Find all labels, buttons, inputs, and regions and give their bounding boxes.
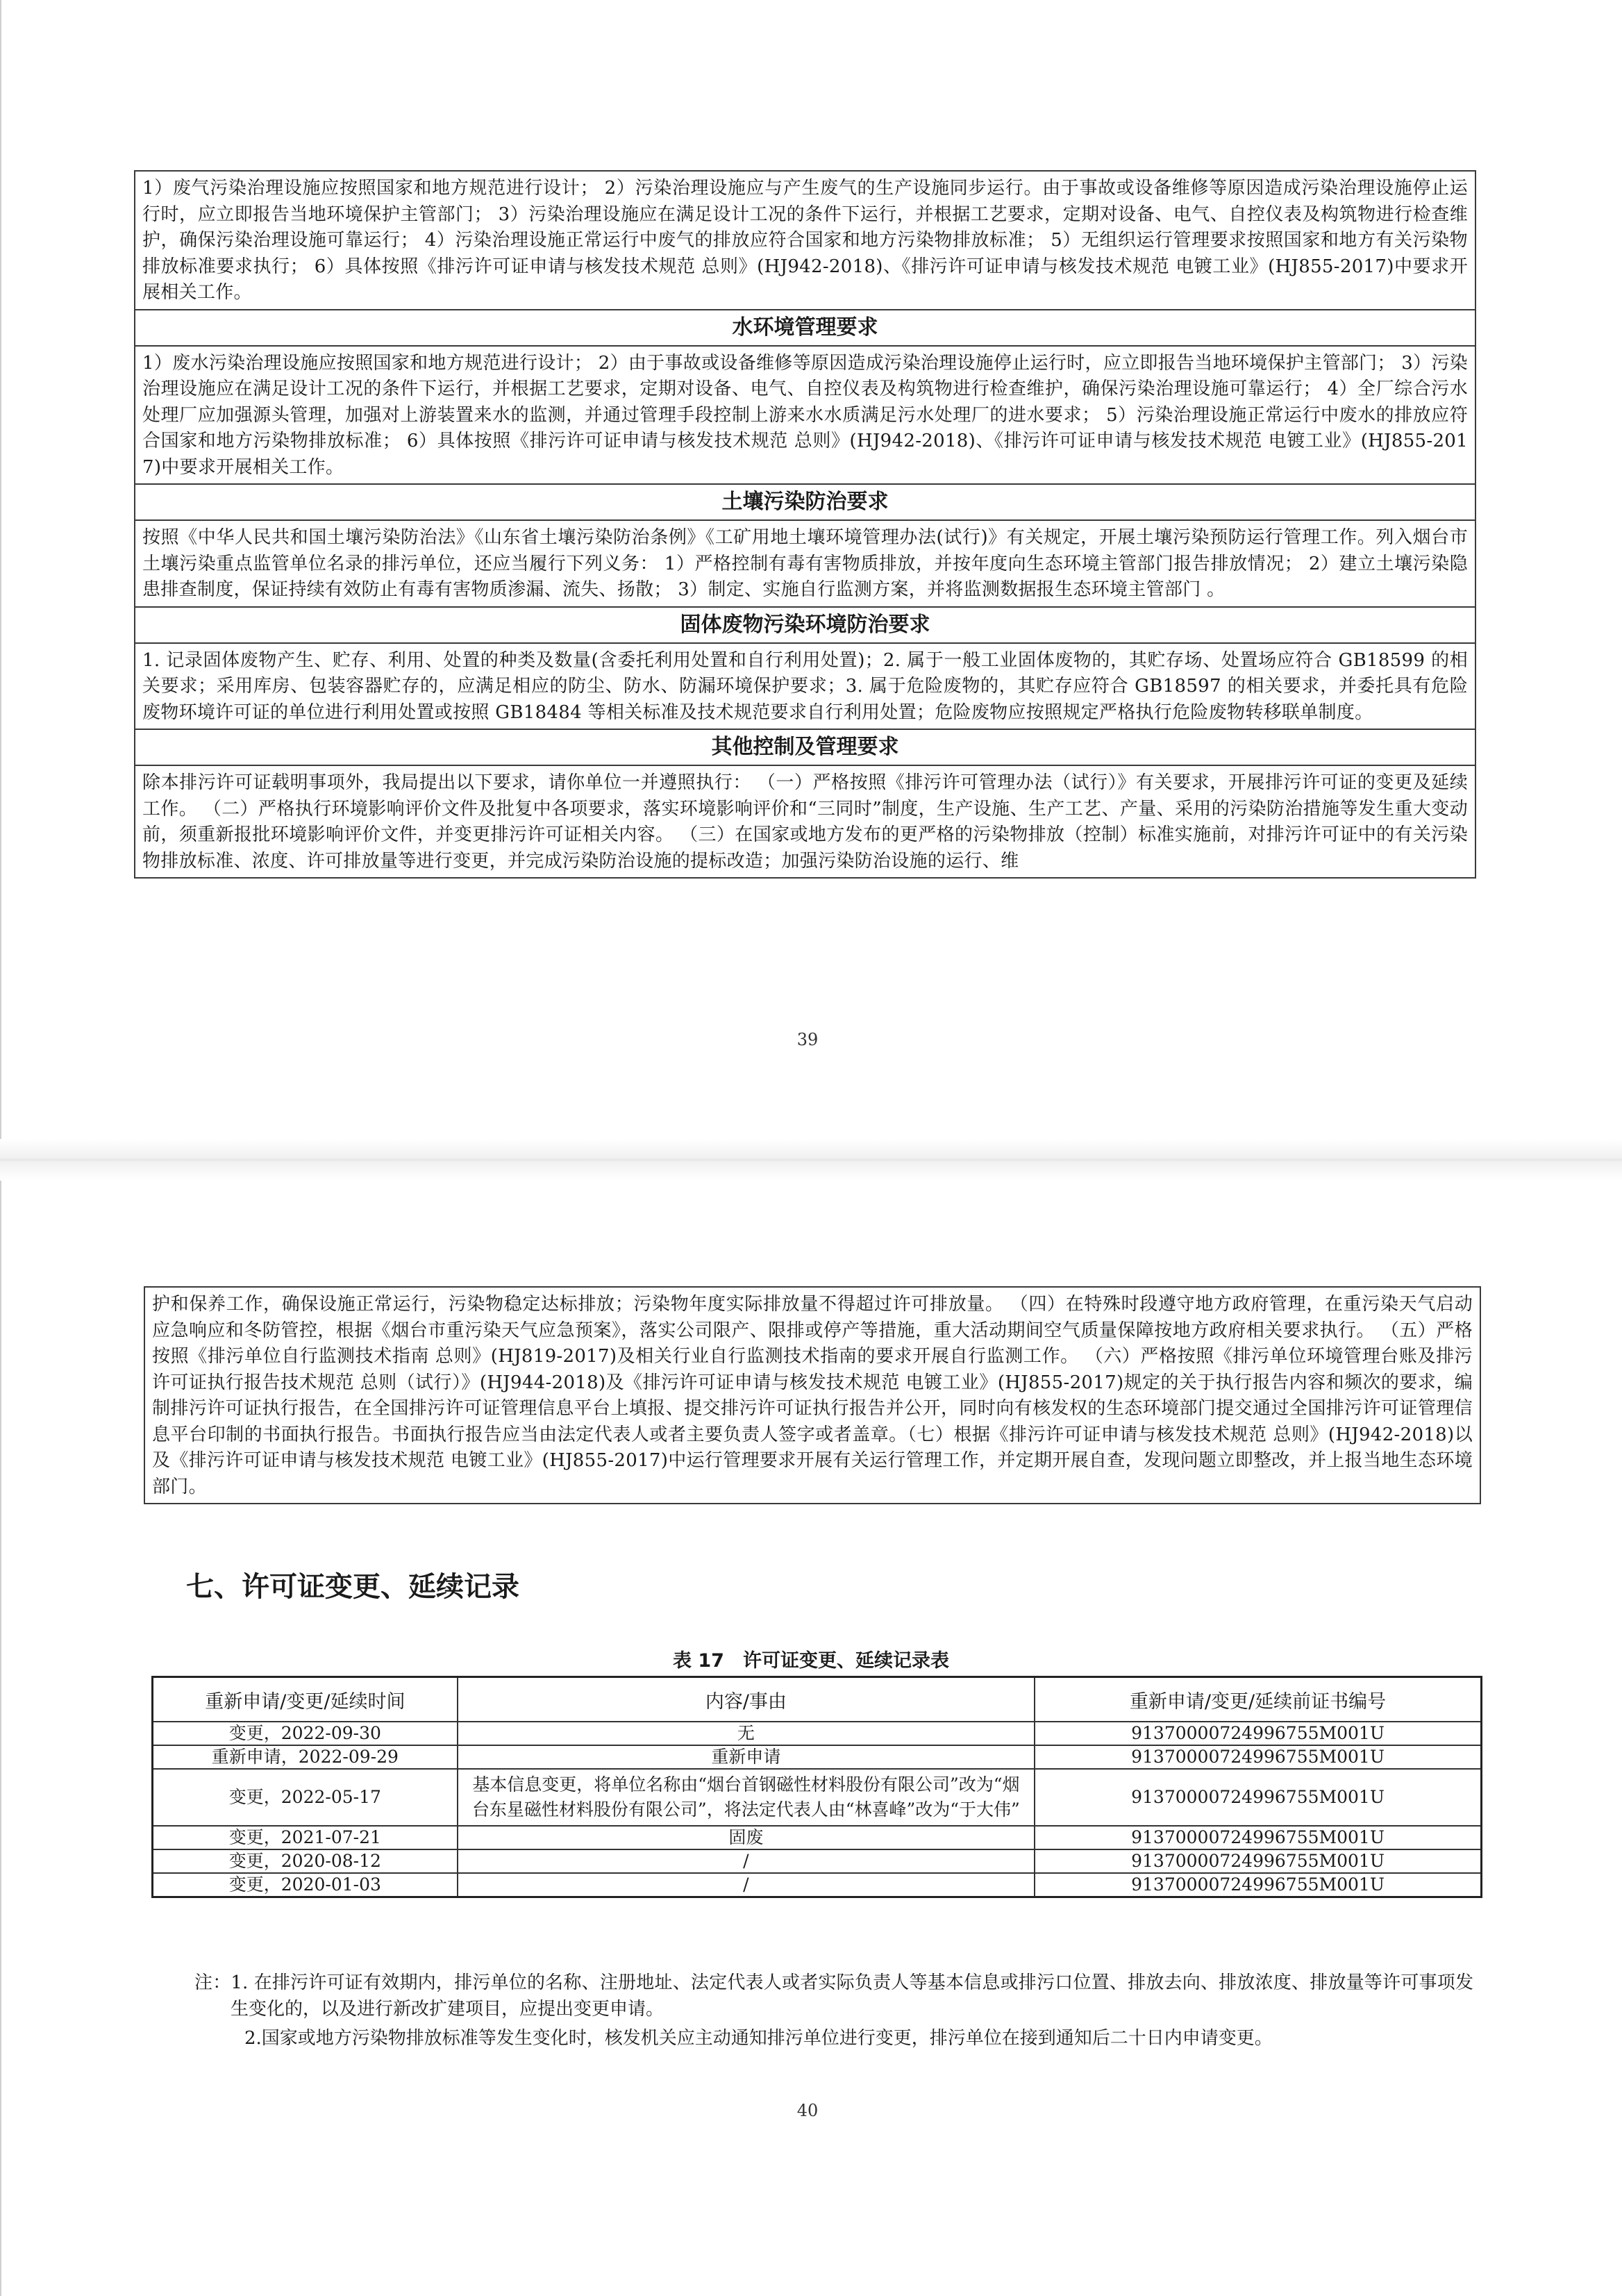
table-row [153,1745,1482,1769]
table-row [153,1826,1482,1849]
cell-cert-number: 91370000724996755M001U [1035,1873,1481,1897]
cell-cert-number: 91370000724996755M001U [1035,1769,1481,1826]
page-number-40: 40 [796,2101,819,2120]
continuation-box [144,1286,1481,1504]
note-1: 注：1. 在排污许可证有效期内，排污单位的名称、注册地址、法定代表人或者实际负责人等基本信息或排污口位置、排放去向、排放浓度、排放量等许可事项发生变化的，以及进行新改扩建项目，应提出变更申请。 [194,1972,1473,2020]
section-title: 七、许可证变更、延续记录 [186,1571,519,1603]
other-control-continuation: 护和保养工作，确保设施正常运行，污染物稳定达标排放；污染物年度实际排放量不得超过许可排放量。 （四）在特殊时段遵守地方政府管理，在重污染天气启动应急响应和冬防管控，根据《烟台市重污染天气应急预案》，落实公司限产、限排或停产等措施，重大活动期间空气质量保障按地方政府相关要求执行。 （五）严格按照《排污单位自行监测技术指南 总则》(HJ819-2017)及相关行业自行监测技术指南的要求开展自行监测工作。 （六）严格按照《排污单位环境管理台账及排污许可证执行报告技术规范 总则（试行）》(HJ944-2018)及《排污许可证申请与核发技术规范 电镀工业》(HJ855-2017)规定的关于执行报告内容和频次的要求，编制排污许可证执行报告，在全国排污许可证管理信息平台上填报、提交排污许可证执行报告并公开，同时向有核发权的生态环境部门提交通过全国排污许可证管理信息平台印制的书面执行报告。书面执行报告应当由法定代表人或者主要负责人签字或者盖章。（七）根据《排污许可证申请与核发技术规范 总则》(HJ942-2018)以及《排污许可证申请与核发技术规范 电镀工业》(HJ855-2017)中运行管理要求开展有关运行管理工作，并定期开展自查，发现问题立即整改，并上报当地生态环境部门。 [152,1294,1473,1497]
cell-cert-number: 91370000724996755M001U [1035,1722,1481,1745]
header-time: 重新申请/变更/延续时间 [153,1677,458,1722]
air-management-text: 1）废气污染治理设施应按照国家和地方规范进行设计； 2）污染治理设施应与产生废气的生产设施同步运行。由于事故或设备维修等原因造成污染治理设施停止运行时，应立即报告当地环境保护主管部门； 3）污染治理设施应在满足设计工况的条件下运行，并根据工艺要求，定期对设备、电气、自控仪表及构筑物进行检查维护，确保污染治理设施可靠运行； 4）污染治理设施正常运行中废气的排放应符合国家和地方污染物排放标准； 5）无组织运行管理要求按照国家和地方有关污染物排放标准要求执行； 6）具体按照《排污许可证申请与核发技术规范 总则》(HJ942-2018)、《排污许可证申请与核发技术规范 电镀工业》(HJ855-2017)中要求开展相关工作。 [142,178,1468,303]
cell-time: 变更，2022-05-17 [153,1769,458,1826]
soil-pollution-text: 按照《中华人民共和国土壤污染防治法》《山东省土壤污染防治条例》《工矿用地土壤环境管理办法(试行)》有关规定，开展土壤污染预防运行管理工作。列入烟台市土壤污染重点监管单位名录的排污单位，还应当履行下列义务： 1）严格控制有毒有害物质排放，并按年度向生态环境主管部门报告排放情况； 2）建立土壤污染隐患排查制度，保证持续有效防止有毒有害物质渗漏、流失、扬散； 3）制定、实施自行监测方案，并将监测数据报生态环境主管部门 。 [142,527,1468,600]
cell-cert-number: 91370000724996755M001U [1035,1745,1481,1769]
other-control-heading: 其他控制及管理要求 [135,729,1475,766]
cell-content: 固废 [458,1826,1035,1849]
note-2: 2.国家或地方污染物排放标准等发生变化时，核发机关应主动通知排污单位进行变更，排污单位在接到通知后二十日内申请变更。 [244,2028,1273,2049]
table-row [153,1769,1482,1826]
cell-content: 基本信息变更，将单位名称由“烟台首钢磁性材料股份有限公司”改为“烟台东星磁性材料股份有限公司”，将法定代表人由“林喜峰”改为“于大伟” [458,1769,1035,1826]
cell-content: / [458,1849,1035,1873]
page-number-39: 39 [796,1030,819,1049]
table-caption: 表 17 许可证变更、延续记录表 [673,1650,949,1672]
table-row [153,1722,1482,1745]
header-content: 内容/事由 [458,1677,1035,1722]
cell-content: 重新申请 [458,1745,1035,1769]
cell-content: / [458,1873,1035,1897]
cell-cert-number: 91370000724996755M001U [1035,1849,1481,1873]
cell-time: 重新申请，2022-09-29 [153,1745,458,1769]
cell-cert-number: 91370000724996755M001U [1035,1826,1481,1849]
table-row [153,1849,1482,1873]
table-header-row [153,1677,1482,1722]
other-control-text: 除本排污许可证载明事项外，我局提出以下要求，请你单位一并遵照执行： （一）严格按照《排污许可管理办法（试行）》有关要求，开展排污许可证的变更及延续工作。 （二）严格执行环境影响评价文件及批复中各项要求，落实环境影响评价和“三同时”制度，生产设施、生产工艺、产量、采用的污染防治措施等发生重大变动前，须重新报批环境影响评价文件，并变更排污许可证相关内容。 （三）在国家或地方发布的更严格的污染物排放（控制）标准实施前，对排污许可证中的有关污染物排放标准、浓度、许可排放量等进行变更，并完成污染防治设施的提标改造；加强污染防治设施的运行、维 [142,772,1468,872]
license-change-table [151,1676,1482,1898]
requirements-box [134,170,1476,879]
soil-pollution-heading: 土壤污染防治要求 [135,483,1475,521]
cell-time: 变更，2022-09-30 [153,1722,458,1745]
table-notes [194,1970,1473,2052]
table-row [153,1873,1482,1897]
header-cert-number: 重新申请/变更/延续前证书编号 [1035,1677,1481,1722]
cell-time: 变更，2020-01-03 [153,1873,458,1897]
page-separator [0,1139,1622,1181]
water-management-heading: 水环境管理要求 [135,309,1475,347]
solid-waste-heading: 固体废物污染环境防治要求 [135,606,1475,644]
cell-content: 无 [458,1722,1035,1745]
water-management-text: 1）废水污染治理设施应按照国家和地方规范进行设计； 2）由于事故或设备维修等原因造成污染治理设施停止运行时，应立即报告当地环境保护主管部门； 3）污染治理设施应在满足设计工况的条件下运行，并根据工艺要求，定期对设备、电气、自控仪表及构筑物进行检查维护，确保污染治理设施可靠运行； 4）全厂综合污水处理厂应加强源头管理，加强对上游装置来水的监测，并通过管理手段控制上游来水水质满足污水处理厂的进水要求； 5）污染治理设施正常运行中废水的排放应符合国家和地方污染物排放标准； 6）具体按照《排污许可证申请与核发技术规范 总则》(HJ942-2018)、《排污许可证申请与核发技术规范 电镀工业》(HJ855-2017)中要求开展相关工作。 [142,352,1468,478]
cell-time: 变更，2021-07-21 [153,1826,458,1849]
cell-time: 变更，2020-08-12 [153,1849,458,1873]
solid-waste-text: 1. 记录固体废物产生、贮存、利用、处置的种类及数量(含委托利用处置和自行利用处置)；2. 属于一般工业固体废物的，其贮存场、处置场应符合 GB18599 的相关要求；采用库房、包装容器贮存的，应满足相应的防尘、防水、防漏环境保护要求；3. 属于危险废物的，其贮存应符合 GB18597 的相关要求，并委托具有危险废物环境许可证的单位进行利用处置或按照 GB18484 等相关标准及技术规范要求自行利用处置；危险废物应按照规定严格执行危险废物转移联单制度。 [142,649,1468,723]
